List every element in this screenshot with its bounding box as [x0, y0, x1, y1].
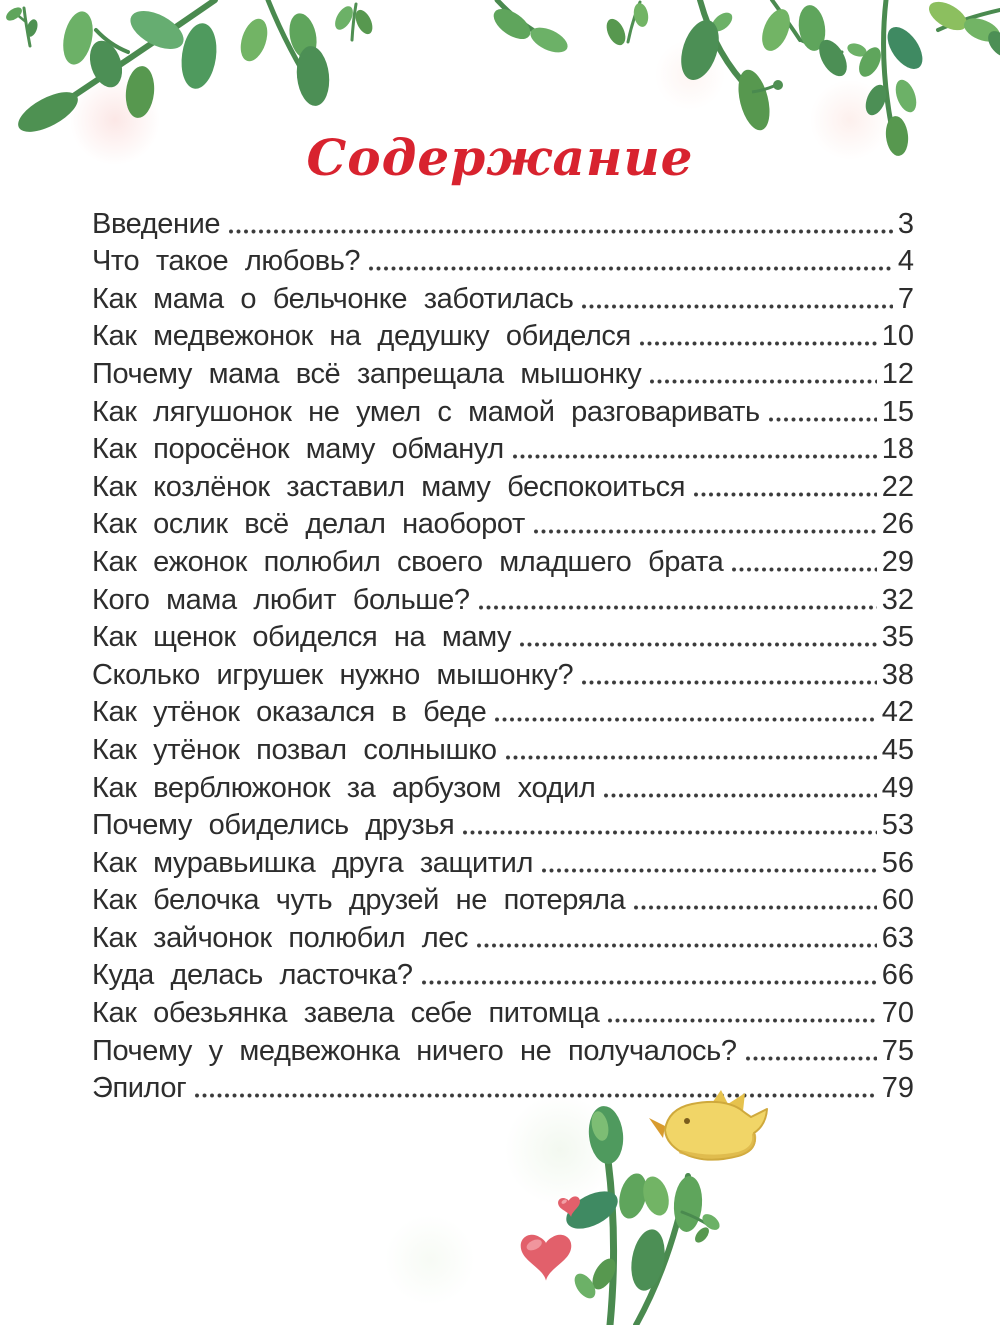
toc-entry-page-number: 53 — [881, 809, 914, 842]
bottom-plant-decoration — [420, 1090, 820, 1325]
toc-entry-title: Эпилог — [92, 1072, 187, 1105]
toc-entry-title: Как щенок обиделся на маму — [92, 621, 512, 654]
toc-entry-title: Как лягушонок не умел с мамой разговаривать — [92, 395, 760, 428]
toc-entry-row — [92, 204, 914, 242]
sprig-icon — [4, 5, 40, 46]
branch-icon — [924, 0, 1000, 61]
toc-entry-row — [92, 806, 914, 844]
toc-entry-page-number: 35 — [881, 621, 914, 654]
branch-icon — [12, 0, 220, 140]
toc-entry-title: Как ослик всё делал наоборот — [92, 508, 525, 541]
toc-entry-row — [92, 618, 914, 656]
toc-entry-title: Сколько игрушек нужно мышонку? — [92, 658, 574, 691]
toc-entry-row — [92, 768, 914, 806]
dot-leader — [229, 229, 893, 234]
dot-leader — [650, 379, 876, 384]
dot-leader — [694, 492, 877, 497]
dot-leader — [369, 266, 893, 271]
branch-icon — [757, 0, 869, 81]
dot-leader — [640, 341, 877, 346]
toc-entry-page-number: 56 — [881, 846, 914, 879]
toc-entry-row — [92, 505, 914, 543]
toc-entry-title: Почему у медвежонка ничего не получалось? — [92, 1034, 737, 1067]
toc-entry-row — [92, 881, 914, 919]
bird-icon — [649, 1090, 767, 1160]
toc-entry-row — [92, 317, 914, 355]
toc-entry-page-number: 10 — [881, 320, 914, 353]
toc-entry-row — [92, 730, 914, 768]
toc-entry-page-number: 49 — [881, 771, 914, 804]
branch-icon — [488, 0, 571, 58]
toc-entry-title: Почему мама всё запрещала мышонку — [92, 357, 642, 390]
page-title: Содержание — [306, 128, 694, 187]
branch-icon — [674, 0, 783, 133]
toc-entry-page-number: 42 — [881, 696, 914, 729]
toc-entry-row — [92, 580, 914, 618]
toc-entry-page-number: 60 — [881, 884, 914, 917]
toc-entry-row — [92, 993, 914, 1031]
dot-leader — [534, 529, 877, 534]
toc-entry-page-number: 29 — [881, 545, 914, 578]
toc-entry-page-number: 38 — [881, 658, 914, 691]
dot-leader — [582, 304, 892, 309]
toc-entry-title: Как козлёнок заставил маму беспокоиться — [92, 470, 686, 503]
toc-entry-page-number: 26 — [881, 508, 914, 541]
dot-leader — [479, 605, 877, 610]
large-heart-icon — [521, 1235, 572, 1281]
toc-entry-page-number: 63 — [881, 921, 914, 954]
toc-entry-row — [92, 354, 914, 392]
dot-leader — [463, 830, 876, 835]
dot-leader — [634, 905, 876, 910]
toc-entry-title: Как зайчонок полюбил лес — [92, 921, 469, 954]
toc-entry-row — [92, 918, 914, 956]
sprig-icon — [603, 2, 650, 48]
toc-entry-page-number: 45 — [881, 733, 914, 766]
toc-entry-page-number: 7 — [897, 282, 914, 315]
toc-entry-row — [92, 430, 914, 468]
toc-entry-title: Введение — [92, 207, 221, 240]
toc-entry-page-number: 4 — [897, 245, 914, 278]
toc-entry-row — [92, 392, 914, 430]
toc-entry-page-number: 22 — [881, 470, 914, 503]
dot-leader — [542, 868, 877, 873]
toc-entry-title: Как утёнок оказался в беде — [92, 696, 487, 729]
toc-entry-page-number: 3 — [897, 207, 914, 240]
dot-leader — [732, 567, 876, 572]
dot-leader — [520, 642, 877, 647]
branch-icon — [236, 0, 332, 108]
dot-leader — [513, 454, 877, 459]
toc-entry-row — [92, 279, 914, 317]
toc-entry-title: Кого мама любит больше? — [92, 583, 470, 616]
toc-entry-page-number: 18 — [881, 433, 914, 466]
toc-entry-title: Как белочка чуть друзей не потеряла — [92, 884, 626, 917]
toc-entry-row — [92, 1031, 914, 1069]
toc-entry-title: Как верблюжонок за арбузом ходил — [92, 771, 596, 804]
toc-entry-row — [92, 843, 914, 881]
toc-entry-title: Как медвежонок на дедушку обиделся — [92, 320, 631, 353]
dot-leader — [495, 717, 876, 722]
toc-entry-title: Что такое любовь? — [92, 245, 361, 278]
toc-list — [92, 204, 914, 1106]
toc-entry-page-number: 70 — [881, 997, 914, 1030]
toc-entry-page-number: 15 — [881, 395, 914, 428]
sprig-icon — [331, 3, 375, 40]
dot-leader — [769, 417, 877, 422]
toc-entry-page-number: 12 — [881, 357, 914, 390]
toc-entry-row — [92, 242, 914, 280]
toc-entry-row — [92, 693, 914, 731]
toc-entry-row — [92, 956, 914, 994]
dot-leader — [746, 1056, 877, 1061]
toc-entry-title: Как ежонок полюбил своего младшего брата — [92, 545, 724, 578]
toc-entry-title: Куда делась ласточка? — [92, 959, 413, 992]
toc-entry-page-number: 75 — [881, 1034, 914, 1067]
dot-leader — [608, 1018, 876, 1023]
dot-leader — [506, 755, 877, 760]
dot-leader — [582, 680, 877, 685]
toc-entry-title: Почему обиделись друзья — [92, 809, 455, 842]
toc-entry-page-number: 66 — [881, 959, 914, 992]
dot-leader — [422, 980, 877, 985]
dot-leader — [477, 943, 877, 948]
toc-entry-row — [92, 655, 914, 693]
toc-entry-title: Как утёнок позвал солнышко — [92, 733, 497, 766]
plant-stem-icon — [560, 1104, 651, 1325]
toc-entry-title: Как обезьянка завела себе питомца — [92, 997, 600, 1030]
toc-entry-page-number: 32 — [881, 583, 914, 616]
toc-entry-title: Как поросёнок маму обманул — [92, 433, 504, 466]
toc-entry-title: Как муравьишка друга защитил — [92, 846, 533, 879]
dot-leader — [604, 793, 876, 798]
toc-entry-title: Как мама о бельчонке заботилась — [92, 282, 574, 315]
toc-entry-row — [92, 542, 914, 580]
toc-entry-row — [92, 467, 914, 505]
toc-entry-page-number: 79 — [881, 1072, 914, 1105]
